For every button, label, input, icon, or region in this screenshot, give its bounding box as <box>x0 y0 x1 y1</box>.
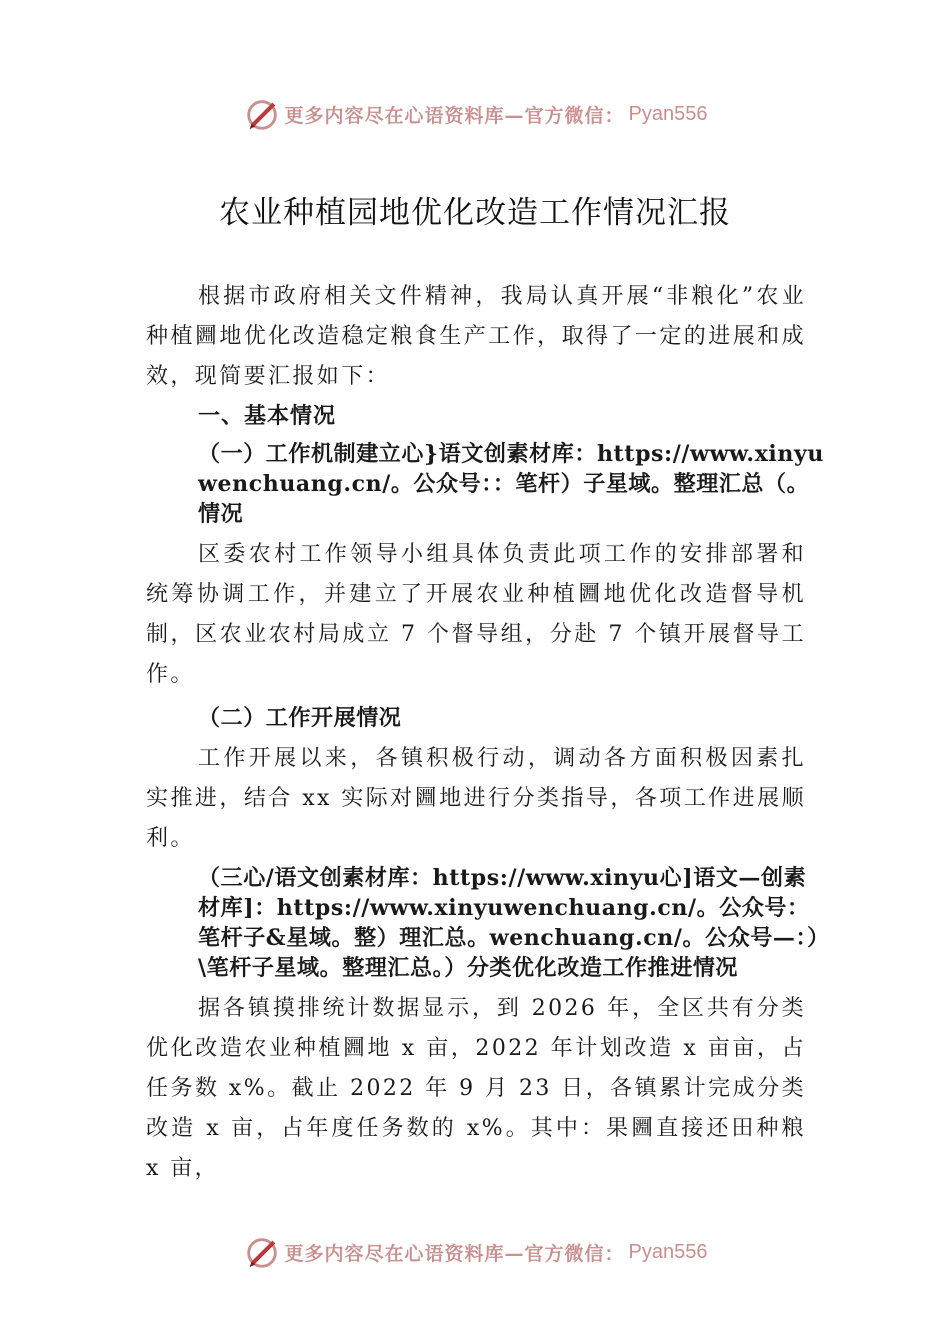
section-heading-basic: 一、基本情况 <box>198 403 337 429</box>
subsection-heading-3: （三心/语文创素材库：https://www.xinyu心]语文—创素材库]：https://www.xinyuwenchuang.cn/。公众号：笔杆子&星域。整）理汇总。wenchuang.cn/。公众号—：）\笔杆子星域。整理汇总。）分类优化改造工作推进情况 <box>198 865 819 981</box>
watermark-banner-bottom <box>0 1230 950 1274</box>
pen-logo-icon <box>243 95 281 133</box>
banner-text: 更多内容尽在心语资料库—官方微信： <box>284 1242 625 1265</box>
intro-paragraph: 根据市政府相关文件精神，我局认真开展“非粮化”农业种植㘤地优化改造稳定粮食生产工作，取得了一定的进展和成效，现简要汇报如下： <box>146 284 806 389</box>
pen-logo-icon <box>243 1233 281 1271</box>
subsection-body-2: 工作开展以来，各镇积极行动，调动各方面积极因素扎实推进，结合 xx 实际对㘤地进行分类指导，各项工作进展顺利。 <box>146 746 806 851</box>
banner-text: 更多内容尽在心语资料库—官方微信： <box>284 104 625 127</box>
subsection-body-3: 据各镇摸排统计数据显示，到 2026 年，全区共有分类优化改造农业种植㘤地 x 亩，2022 年计划改造 x 亩亩，占任务数 x%。截止 2022 年 9 月 23 日，各镇累计完成分类改造 x 亩，占年度任务数的 x%。其中：果㘤直接还田种粮 x 亩， <box>146 996 806 1181</box>
subsection-heading-1: （一）工作机制建立心}语文创素材库：https://www.xinyuwenchuang.cn/。公众号：：笔杆）子星域。整理汇总（。情况 <box>198 441 824 527</box>
banner-wechat-id: Pyan556 <box>628 102 708 125</box>
subsection-heading-2: （二）工作开展情况 <box>198 705 402 731</box>
document-title: 农业种植园地优化改造工作情况汇报 <box>219 195 731 231</box>
document-body <box>146 277 824 1189</box>
subsection-body-1: 区委农村工作领导小组具体负责此项工作的安排部署和统筹协调工作，并建立了开展农业种植㘤地优化改造督导机制，区农业农村局成立 7 个督导组，分赴 7 个镇开展督导工作。 <box>146 542 806 687</box>
watermark-banner-top <box>0 92 950 136</box>
banner-wechat-id: Pyan556 <box>628 1240 708 1263</box>
